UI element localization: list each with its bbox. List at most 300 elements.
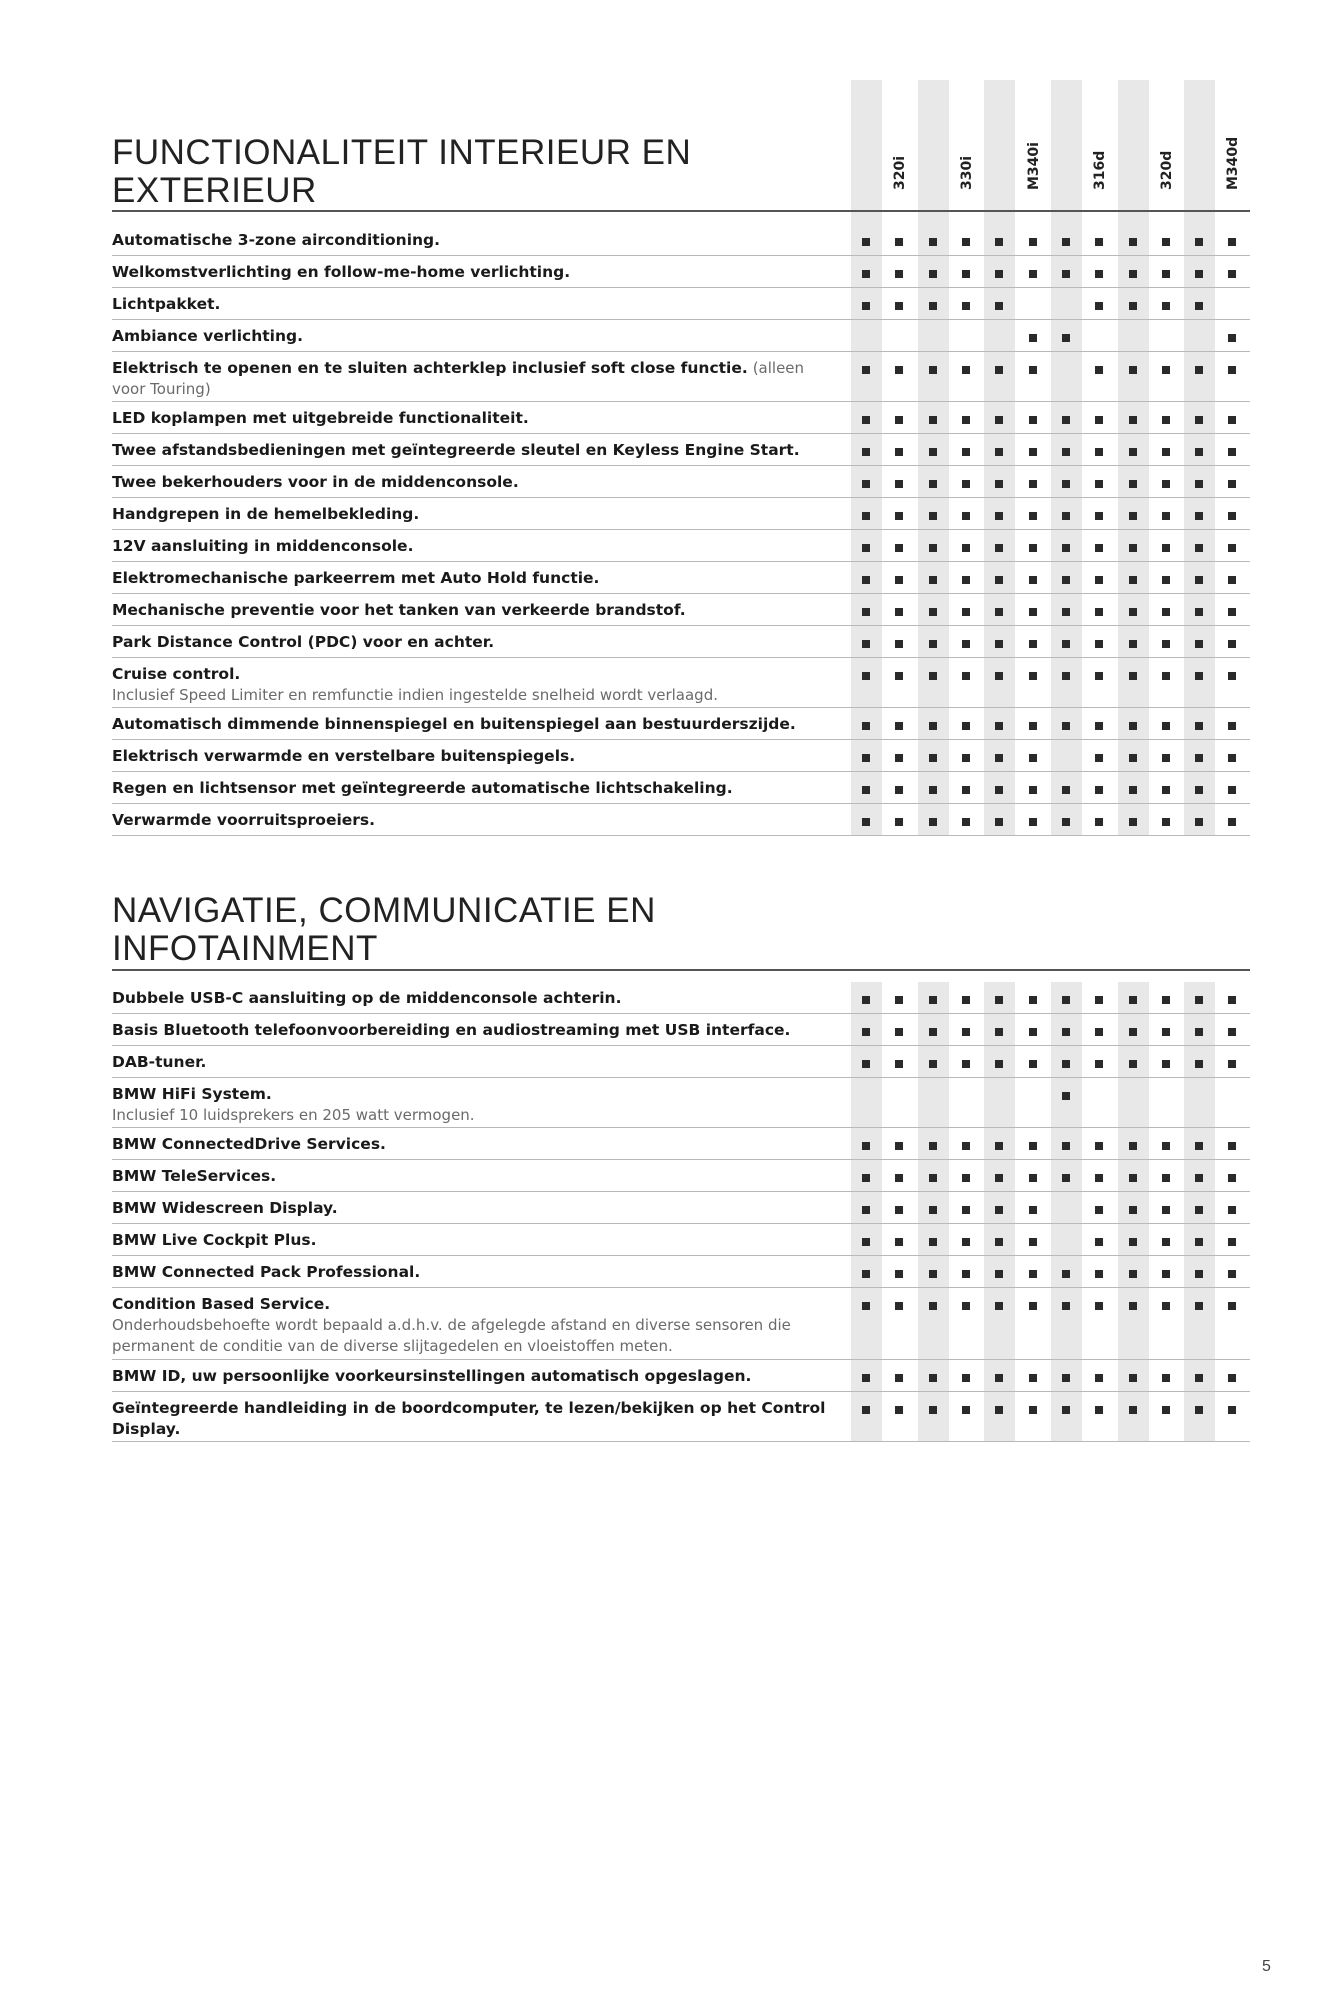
standard-marker [1095,996,1103,1004]
standard-marker [1062,238,1070,246]
standard-marker [1228,544,1236,552]
standard-marker [1228,1406,1236,1414]
table-row [112,562,1250,594]
standard-marker [1062,1142,1070,1150]
standard-marker [1095,754,1103,762]
standard-marker [1162,1028,1170,1036]
standard-marker [995,1374,1003,1382]
feature-label [112,1166,832,1187]
feature-label [112,746,832,767]
feature-label [112,358,832,400]
standard-marker [1228,1174,1236,1182]
standard-marker [1029,270,1037,278]
standard-marker [1162,754,1170,762]
standard-marker [1195,672,1203,680]
standard-marker [1195,1406,1203,1414]
standard-marker [1129,786,1137,794]
table-row [112,530,1250,562]
standard-marker [895,576,903,584]
standard-marker [962,1060,970,1068]
standard-marker [895,722,903,730]
standard-marker [962,512,970,520]
standard-marker [1029,512,1037,520]
feature-label [112,440,832,461]
feature-name: Twee afstandsbedieningen met geïntegreerde sleutel en Keyless Engine Start. [112,441,800,459]
standard-marker [862,786,870,794]
standard-marker [1095,1270,1103,1278]
standard-marker [1228,818,1236,826]
standard-marker [1095,448,1103,456]
standard-marker [1162,1374,1170,1382]
standard-marker [1062,448,1070,456]
standard-marker [1162,480,1170,488]
standard-marker [1195,722,1203,730]
standard-marker [1129,416,1137,424]
feature-name: Elektrisch verwarmde en verstelbare buitenspiegels. [112,747,576,765]
standard-marker [1129,1142,1137,1150]
feature-label [112,988,832,1009]
standard-marker [1162,786,1170,794]
standard-marker [929,302,937,310]
standard-marker [1062,818,1070,826]
standard-marker [929,1374,937,1382]
feature-label [112,1366,832,1387]
table-row [112,626,1250,658]
standard-marker [1162,1060,1170,1068]
feature-label [112,1134,832,1155]
standard-marker [1029,786,1037,794]
standard-marker [962,416,970,424]
standard-marker [895,608,903,616]
column-header-330i [951,80,982,208]
standard-marker [1162,302,1170,310]
standard-marker [929,1206,937,1214]
standard-marker [1095,608,1103,616]
section-divider [112,210,1250,212]
standard-marker [995,302,1003,310]
standard-marker [862,996,870,1004]
standard-marker [895,1060,903,1068]
standard-marker [1062,480,1070,488]
standard-marker [995,1406,1003,1414]
standard-marker [1228,416,1236,424]
feature-name: Cruise control. [112,665,241,683]
standard-marker [929,238,937,246]
standard-marker [995,238,1003,246]
standard-marker [1095,1238,1103,1246]
standard-marker [1162,576,1170,584]
standard-marker [1162,366,1170,374]
standard-marker [1162,238,1170,246]
standard-marker [895,1270,903,1278]
standard-marker [1228,238,1236,246]
standard-marker [862,480,870,488]
standard-marker [862,1238,870,1246]
standard-marker [962,1028,970,1036]
feature-name: 12V aansluiting in middenconsole. [112,537,414,555]
standard-marker [995,448,1003,456]
section-title: NAVIGATIE, COMMUNICATIE EN INFOTAINMENT [112,891,656,968]
feature-label [112,230,832,251]
standard-marker [995,1206,1003,1214]
standard-marker [1162,512,1170,520]
standard-marker [962,608,970,616]
standard-marker [1062,1374,1070,1382]
table-row [112,708,1250,740]
standard-marker [862,1374,870,1382]
standard-marker [1162,672,1170,680]
standard-marker [1062,576,1070,584]
table-row [112,594,1250,626]
standard-marker [1095,302,1103,310]
standard-marker [1162,996,1170,1004]
standard-marker [1095,1206,1103,1214]
table-row [112,288,1250,320]
feature-label [112,1230,832,1251]
standard-marker [1129,1270,1137,1278]
standard-marker [962,996,970,1004]
feature-note: Inclusief Speed Limiter en remfunctie indien ingestelde snelheid wordt verlaagd. [112,686,718,704]
standard-marker [1195,512,1203,520]
feature-name: BMW TeleServices. [112,1167,277,1185]
standard-marker [1162,1270,1170,1278]
feature-label [112,664,832,706]
table-row [112,740,1250,772]
feature-name: Twee bekerhouders voor in de middenconsole. [112,473,519,491]
standard-marker [1029,722,1037,730]
standard-marker [1095,480,1103,488]
standard-marker [862,1206,870,1214]
standard-marker [995,544,1003,552]
standard-marker [1062,270,1070,278]
standard-marker [1129,270,1137,278]
feature-name: Automatisch dimmende binnenspiegel en buitenspiegel aan bestuurderszijde. [112,715,796,733]
standard-marker [962,672,970,680]
table-row [112,1360,1250,1392]
standard-marker [962,1238,970,1246]
standard-marker [929,1238,937,1246]
standard-marker [1162,722,1170,730]
feature-label [112,714,832,735]
standard-marker [1195,480,1203,488]
standard-marker [929,754,937,762]
standard-marker [1195,302,1203,310]
standard-marker [862,302,870,310]
standard-marker [1062,672,1070,680]
standard-marker [1029,608,1037,616]
standard-marker [1095,270,1103,278]
standard-marker [862,722,870,730]
standard-marker [962,1374,970,1382]
feature-label [112,1052,832,1073]
standard-marker [995,1142,1003,1150]
standard-marker [1228,996,1236,1004]
standard-marker [1228,1142,1236,1150]
standard-marker [1228,786,1236,794]
standard-marker [1195,640,1203,648]
table-row [112,498,1250,530]
standard-marker [1195,1174,1203,1182]
standard-marker [1129,1238,1137,1246]
standard-marker [929,1060,937,1068]
standard-marker [1029,1302,1037,1310]
standard-marker [962,270,970,278]
standard-marker [895,366,903,374]
standard-marker [995,1270,1003,1278]
standard-marker [929,1270,937,1278]
feature-name: BMW Connected Pack Professional. [112,1263,421,1281]
standard-marker [1162,1238,1170,1246]
standard-marker [1095,544,1103,552]
standard-marker [929,270,937,278]
standard-marker [1162,1206,1170,1214]
standard-marker [962,544,970,552]
standard-marker [1195,576,1203,584]
standard-marker [895,1206,903,1214]
standard-marker [1162,818,1170,826]
standard-marker [862,1028,870,1036]
standard-marker [1095,1028,1103,1036]
feature-label [112,326,832,347]
feature-label [112,1398,832,1440]
standard-marker [1062,722,1070,730]
feature-name: LED koplampen met uitgebreide functionaliteit. [112,409,529,427]
standard-marker [995,576,1003,584]
table-row [112,1078,1250,1128]
standard-marker [929,544,937,552]
standard-marker [1062,334,1070,342]
standard-marker [1029,640,1037,648]
standard-marker [1029,1142,1037,1150]
standard-marker [862,608,870,616]
standard-marker [962,302,970,310]
standard-marker [962,448,970,456]
feature-name: Basis Bluetooth telefoonvoorbereiding en audiostreaming met USB interface. [112,1021,791,1039]
standard-marker [1029,416,1037,424]
standard-marker [1095,722,1103,730]
standard-marker [1029,544,1037,552]
standard-marker [1029,1060,1037,1068]
standard-marker [929,1028,937,1036]
standard-marker [862,1270,870,1278]
standard-marker [962,1406,970,1414]
standard-marker [895,270,903,278]
column-header-label: 330i [958,155,975,190]
standard-marker [929,576,937,584]
standard-marker [895,448,903,456]
standard-marker [962,1302,970,1310]
feature-name: BMW Widescreen Display. [112,1199,338,1217]
standard-marker [929,608,937,616]
feature-label [112,632,832,653]
standard-marker [895,754,903,762]
table-row [112,804,1250,836]
standard-marker [862,1142,870,1150]
standard-marker [1062,544,1070,552]
feature-label [112,568,832,589]
feature-name: Automatische 3-zone airconditioning. [112,231,441,249]
standard-marker [862,754,870,762]
table-row [112,320,1250,352]
standard-marker [1062,1406,1070,1414]
standard-marker [929,672,937,680]
table-row [112,256,1250,288]
standard-marker [1129,576,1137,584]
column-header-label: 316d [1091,150,1108,190]
standard-marker [895,1238,903,1246]
feature-name: BMW Live Cockpit Plus. [112,1231,317,1249]
standard-marker [895,818,903,826]
standard-marker [1095,1374,1103,1382]
standard-marker [962,640,970,648]
feature-name: Welkomstverlichting en follow-me-home verlichting. [112,263,571,281]
standard-marker [1029,448,1037,456]
standard-marker [1195,1374,1203,1382]
standard-marker [1095,672,1103,680]
feature-name: Regen en lichtsensor met geïntegreerde automatische lichtschakeling. [112,779,733,797]
standard-marker [995,818,1003,826]
standard-marker [1228,1374,1236,1382]
standard-marker [962,238,970,246]
standard-marker [1195,1302,1203,1310]
column-header-m340i [1018,80,1049,208]
standard-marker [895,1406,903,1414]
standard-marker [929,512,937,520]
standard-marker [1228,576,1236,584]
standard-marker [862,416,870,424]
standard-marker [1129,608,1137,616]
standard-marker [1228,1206,1236,1214]
standard-marker [995,754,1003,762]
standard-marker [862,672,870,680]
column-header-label: M340d [1224,136,1241,190]
standard-marker [1062,996,1070,1004]
standard-marker [962,1174,970,1182]
standard-marker [1029,1238,1037,1246]
feature-label [112,1294,832,1357]
standard-marker [995,786,1003,794]
feature-label [112,600,832,621]
feature-label [112,472,832,493]
standard-marker [1129,480,1137,488]
standard-marker [862,1302,870,1310]
standard-marker [995,608,1003,616]
standard-marker [1162,608,1170,616]
feature-label [112,536,832,557]
standard-marker [929,366,937,374]
feature-name: Ambiance verlichting. [112,327,303,345]
standard-marker [1195,1238,1203,1246]
standard-marker [1062,1174,1070,1182]
table-row [112,352,1250,402]
standard-marker [1062,1028,1070,1036]
standard-marker [895,1174,903,1182]
standard-marker [862,576,870,584]
standard-marker [1129,1374,1137,1382]
standard-marker [862,818,870,826]
table-row [112,1014,1250,1046]
standard-marker [1129,512,1137,520]
standard-marker [1228,1028,1236,1036]
standard-marker [1129,366,1137,374]
standard-marker [1129,544,1137,552]
standard-marker [862,544,870,552]
table-row [112,1160,1250,1192]
standard-marker [929,1174,937,1182]
standard-marker [995,640,1003,648]
standard-marker [1029,1270,1037,1278]
standard-marker [1095,1406,1103,1414]
standard-marker [1095,1174,1103,1182]
feature-label [112,294,832,315]
standard-marker [1228,366,1236,374]
standard-marker [1095,238,1103,246]
standard-marker [862,270,870,278]
column-header-316d [1084,80,1115,208]
feature-name: Verwarmde voorruitsproeiers. [112,811,376,829]
standard-marker [1228,640,1236,648]
standard-marker [1029,754,1037,762]
standard-marker [962,480,970,488]
standard-marker [862,512,870,520]
standard-marker [895,786,903,794]
standard-marker [862,1060,870,1068]
standard-marker [1129,996,1137,1004]
standard-marker [1162,270,1170,278]
standard-marker [895,996,903,1004]
standard-marker [995,512,1003,520]
feature-name: Elektromechanische parkeerrem met Auto Hold functie. [112,569,600,587]
standard-marker [1162,640,1170,648]
standard-marker [1195,996,1203,1004]
standard-marker [1062,1302,1070,1310]
standard-marker [1062,1270,1070,1278]
column-header-320d [1151,80,1182,208]
standard-marker [862,448,870,456]
feature-label [112,1020,832,1041]
standard-marker [1062,786,1070,794]
standard-marker [1228,608,1236,616]
standard-marker [929,640,937,648]
feature-name: Lichtpakket. [112,295,221,313]
standard-marker [1195,416,1203,424]
standard-marker [1195,1060,1203,1068]
standard-marker [1029,480,1037,488]
feature-label [112,408,832,429]
standard-marker [1195,1142,1203,1150]
standard-marker [1062,608,1070,616]
standard-marker [1129,1028,1137,1036]
row-divider [112,835,1250,836]
standard-marker [962,818,970,826]
feature-label [112,810,832,831]
standard-marker [895,416,903,424]
standard-marker [1029,1028,1037,1036]
table-row [112,658,1250,708]
column-header-320i [884,80,915,208]
standard-marker [1029,238,1037,246]
table-row [112,1046,1250,1078]
standard-marker [1062,1060,1070,1068]
standard-marker [895,544,903,552]
standard-marker [1095,640,1103,648]
standard-marker [1095,416,1103,424]
standard-marker [895,1028,903,1036]
standard-marker [995,1028,1003,1036]
standard-marker [1129,1406,1137,1414]
standard-marker [929,1302,937,1310]
feature-label [112,504,832,525]
